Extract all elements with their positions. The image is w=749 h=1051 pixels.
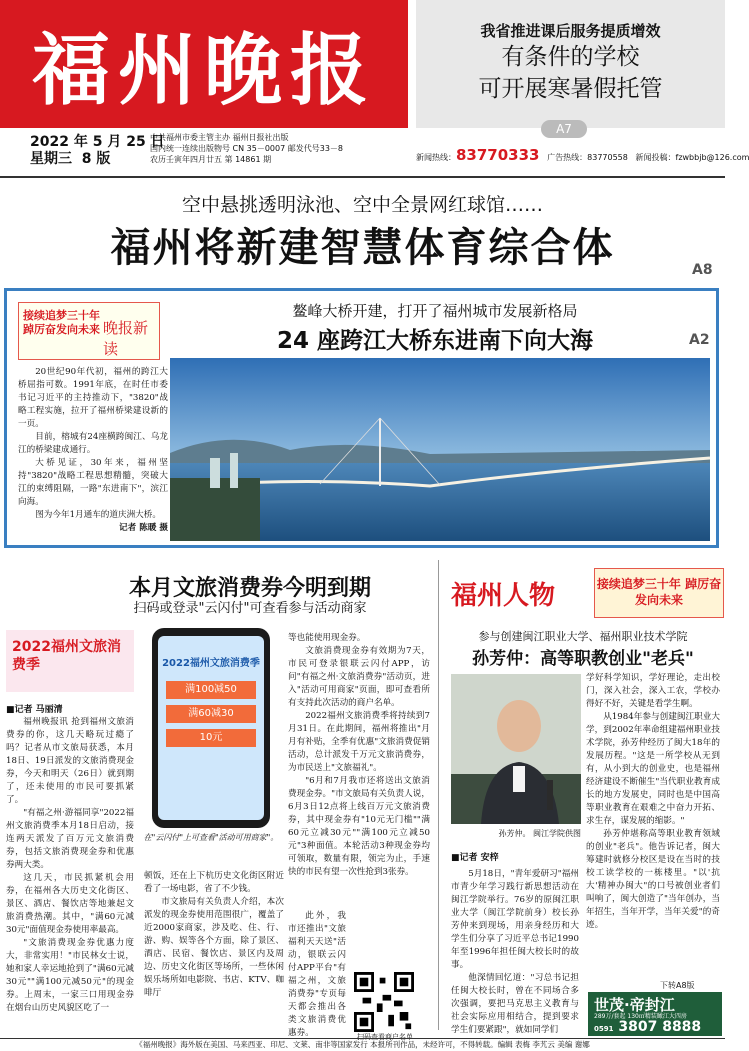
feature-page-ref[interactable]: A2 — [689, 332, 710, 348]
column-divider — [438, 560, 439, 1030]
feature-kicker: 鳌峰大桥开建，打开了福州城市发展新格局 — [175, 300, 695, 321]
voucher-col-3 — [288, 632, 430, 879]
continued-on[interactable]: 下转A8版 — [660, 980, 695, 991]
hotlines — [416, 146, 749, 164]
profile-kicker: 参与创建闽江职业大学、福州职业技术学院 — [448, 628, 718, 644]
voucher-paragraph: 等也能使用现金券。 — [288, 632, 430, 645]
profile-col-a — [586, 672, 720, 932]
email-link[interactable]: fzwbbjb@126.com — [676, 153, 749, 162]
feature-credit: 记者 陈暖 摄 — [18, 522, 168, 535]
feature-badge — [18, 302, 160, 360]
news-hotline-label: 新闻热线： — [416, 153, 456, 162]
dateline — [30, 134, 165, 168]
phone-screenshot — [142, 628, 280, 828]
voucher-col-3b — [288, 910, 346, 1040]
coupon[interactable]: 满60减30 — [166, 705, 256, 723]
voucher-promo-image — [6, 630, 134, 692]
coupon[interactable]: 10元 — [166, 729, 256, 747]
teaser-line1: 我省推进课后服务提质增效 — [416, 20, 725, 41]
publisher-line2: 国内统一连续出版物号 CN 35－0007 邮发代号33－8 — [150, 143, 400, 154]
feature-paragraph: 图为今年1月通车的道庆洲大桥。 — [18, 509, 168, 522]
profile-col-b — [451, 868, 579, 1037]
profile-paragraph: 他深情回忆道："习总书记担任闽大校长时，曾在不同场合多次强调，要把马克思主义教育与社会实际应用相结合，提到要求学生们要紧跟"，就如同学们 — [451, 972, 579, 1037]
lead-kicker: 空中悬挑透明泳池、空中全景网红球馆…… — [0, 190, 725, 217]
page-count: 8 版 — [82, 151, 111, 167]
voucher-paragraph: 文旅消费现金券有效期为7天，市民可登录银联云闪付APP，访问"有福之州·文旅消费券"活动页，进入"活动可用商家"页面，即可查看所有支持此次活动的商户名单。 — [288, 645, 430, 710]
email-label: 新闻投稿： — [636, 153, 676, 162]
portrait-caption: 孙芳仲。 闽江学院供图 — [451, 828, 581, 839]
profile-paragraph: 学好科学知识，学好理论，走出校门，深入社会，深入工农，学校办得好不好，关键是看学生啊。 — [586, 672, 720, 711]
feature-paragraph: 大桥见证，30年来，福州坚持"3820"战略工程思想精髓，突破大江的束缚阻隔，一路"东进南下"，滨江向海。 — [18, 457, 168, 509]
phone-title: 2022福州文旅消费季 — [158, 654, 264, 669]
voucher-paragraph: "6月和7月我市还将送出文旅消费现金券。"市文旅局有关负责人说，6月3日12点将上线百万元文旅消费券，其中现金券有"10元无门槛""满60元立减30元""满100元立减50元"3种面值。本轮活动3种现金券均可领取，数量有限，领完为止，手速快的市民有望一次性抢到3张券。 — [288, 775, 430, 879]
voucher-paragraph: 福州晚报讯 抢到福州文旅消费券的你，这几天略玩过瘾了吗？记者从市文旅局获悉，本月18日、19日派发的文旅消费现金券，今天和明天（26日）就到期了，还未使用的市民可要抓紧了。 — [6, 716, 134, 807]
ad-brand: 世茂·帝封江 — [594, 994, 675, 1015]
voucher-reporter: ■记者 马丽清 — [6, 702, 63, 715]
real-estate-ad[interactable] — [588, 992, 722, 1036]
promo-text: 2022福州文旅消费季 — [6, 630, 134, 682]
ad-phone-number: 3807 8888 — [618, 1019, 701, 1035]
feature-paragraph: 目前，榕城有24座横跨闽江、乌龙江的桥梁建成通行。 — [18, 431, 168, 457]
ad-phone-prefix: 0591 — [594, 1025, 613, 1033]
ad-hotline-number[interactable]: 83770558 — [587, 153, 628, 162]
date: 2022 年 5 月 25 日 — [30, 134, 165, 151]
feature-paragraph: 20世纪90年代初，福州的跨江大桥屈指可数。1991年底，在时任市委书记习近平的主持推动下，"3820"战略工程实施，拉开了福州桥梁建设新的一页。 — [18, 366, 168, 431]
qr-code[interactable] — [348, 972, 420, 1032]
portrait-photo — [451, 674, 581, 824]
voucher-paragraph: 这几天，市民抓紧机会用券，在福州各大历史文化街区、景区、酒店、餐饮店等地兼起文旅消费热潮。其中，"满60元减30元"面值现金券使用率最高。 — [6, 872, 134, 937]
voucher-paragraph: 市文旅局有关负责人介绍，本次派发的现金券使用范围很广，覆盖了近2000家商家，涉及吃、住、行、游、购、娱等各个方面，除了景区、酒店、民宿、餐饮店、景区内及周边、历史文化街区等场所，一些休闲娱乐场所如电影院、书店、KTV、咖啡厅 — [144, 896, 284, 1000]
voucher-paragraph: 此外，我市还推出"文旅福利天天送"活动，银联云闪付APP平台"有福之州，文旅消费券"专页每天都会推出各类文旅消费优惠券。 — [288, 910, 346, 1040]
header-divider — [0, 176, 725, 178]
profile-banner — [594, 568, 724, 618]
voucher-headline[interactable]: 本月文旅消费券今明到期 — [50, 571, 450, 602]
banner-text: 接续追梦三十年 踔厉奋发向未来 — [595, 569, 723, 608]
publisher-line1: 中共福州市委主管主办 福州日报社出版 — [150, 132, 400, 143]
masthead — [0, 0, 408, 128]
profile-paragraph: 从1984年参与创建闽江职业大学，到2002年率命组建福州职业技术学院，孙芳仲经历了闽大18年的发展历程。"这是一所学校从无到有，从小到大的创业史，也是福州经济建设不断催生"当代职业教育成长的地方发展史，同时也是中国高等职业教育在艰难之中奋力开拓、求生存，谋发展的缩影。" — [586, 711, 720, 828]
badge-slogan: 接续追梦三十年 踔厉奋发向未来 — [23, 309, 103, 337]
lead-page-ref[interactable]: A8 — [692, 262, 713, 278]
teaser-line2: 有条件的学校 — [416, 41, 725, 73]
profile-reporter: ■记者 安梓 — [451, 850, 499, 863]
badge-column: 晚报新读 — [103, 317, 159, 359]
news-hotline-number[interactable]: 83770333 — [456, 146, 540, 164]
teaser-page-badge[interactable]: A7 — [541, 120, 587, 138]
voucher-paragraph: "文旅消费现金券优惠力度大，非常实用！"市民林女士说，她和家人幸运地抢到了"满60元减30元""满100元减50元"的现金券。上周末，一家三口用现金券在烟台山历史风貌区吃了一 — [6, 937, 134, 1015]
feature-headline[interactable]: 24 座跨江大桥东进南下向大海 — [175, 322, 695, 355]
voucher-paragraph: 2022福州文旅消费季将持续到7月31日。在此期间，福州将推出"月月有补贴，全季有优惠"文旅消费促销活动，总计派发千万元文旅消费券，为市民送上"文旅福礼"。 — [288, 710, 430, 775]
weekday: 星期三 — [30, 151, 72, 167]
phone-caption: 在"云闪付"上可查看"活动可用商家"。 — [142, 832, 280, 843]
fuzhou-people-logo — [451, 574, 581, 618]
bridge-photo — [170, 358, 710, 541]
page-footer: 《福州晚报》海外版在美国、马来西亚、印尼、文莱、南非等国家发行 本报所刊作品，未经许可，不得转载。编辑 表梅 李艽云 美编 谢娜 — [0, 1038, 725, 1051]
voucher-paragraph: 顿饭，还在上下杭历史文化街区附近看了一场电影，省了不少钱。 — [144, 870, 284, 896]
publisher-info — [150, 132, 400, 165]
coupon[interactable]: 满100减50 — [166, 681, 256, 699]
logo-text: 福州人物 — [451, 574, 581, 618]
ad-hotline-label: 广告热线： — [547, 153, 587, 162]
profile-paragraph: 5月18日，"青年爱研习"福州市青少年学习践行新思想活动在闽江学院举行。76岁的原闽江职业大学（闽江学院前身）校长孙芳仲来到现场，用亲身经历和大学生们分享了习近平总书记1990年至1996年担任闽大校长时的故事。 — [451, 868, 579, 972]
teaser-line3: 可开展寒暑假托管 — [416, 73, 725, 105]
teaser-box[interactable] — [416, 0, 725, 128]
profile-paragraph: 孙芳仲堪称高等职业教育领域的创业"老兵"。他告诉记者，闽大筹建时就修分校区是设在当时的技校工读学校的一栋楼里。"以'抗大'精神办闽大"的口号被创业者们叫响了，闽大创造了"当年创办，当年招生，当年开学，当年关爱"的奇迹。 — [586, 828, 720, 932]
voucher-paragraph: "有福之州·游福同享"2022福州文旅消费季本月18日启动，接连两天派发了百万元文旅消费券，包括文旅消费现金券和优惠券两大类。 — [6, 807, 134, 872]
feature-body — [18, 366, 168, 535]
voucher-subhead: 扫码或登录"云闪付"可查看参与活动商家 — [50, 597, 450, 616]
masthead-title: 福州晚报 — [32, 8, 376, 120]
voucher-col-1 — [6, 716, 134, 1015]
publisher-line3: 农历壬寅年四月廿五 第 14861 期 — [150, 154, 400, 165]
profile-headline[interactable]: 孙芳仲：高等职教创业"老兵" — [448, 644, 718, 669]
lead-headline[interactable]: 福州将新建智慧体育综合体 — [0, 216, 725, 273]
ad-tagline: 289万/套起 130㎡精装瞰江大四房 — [594, 1011, 687, 1020]
ad-phone — [594, 1019, 701, 1035]
qr-caption: 扫码查看商户名单 — [344, 1032, 426, 1042]
voucher-col-2 — [144, 870, 284, 1000]
